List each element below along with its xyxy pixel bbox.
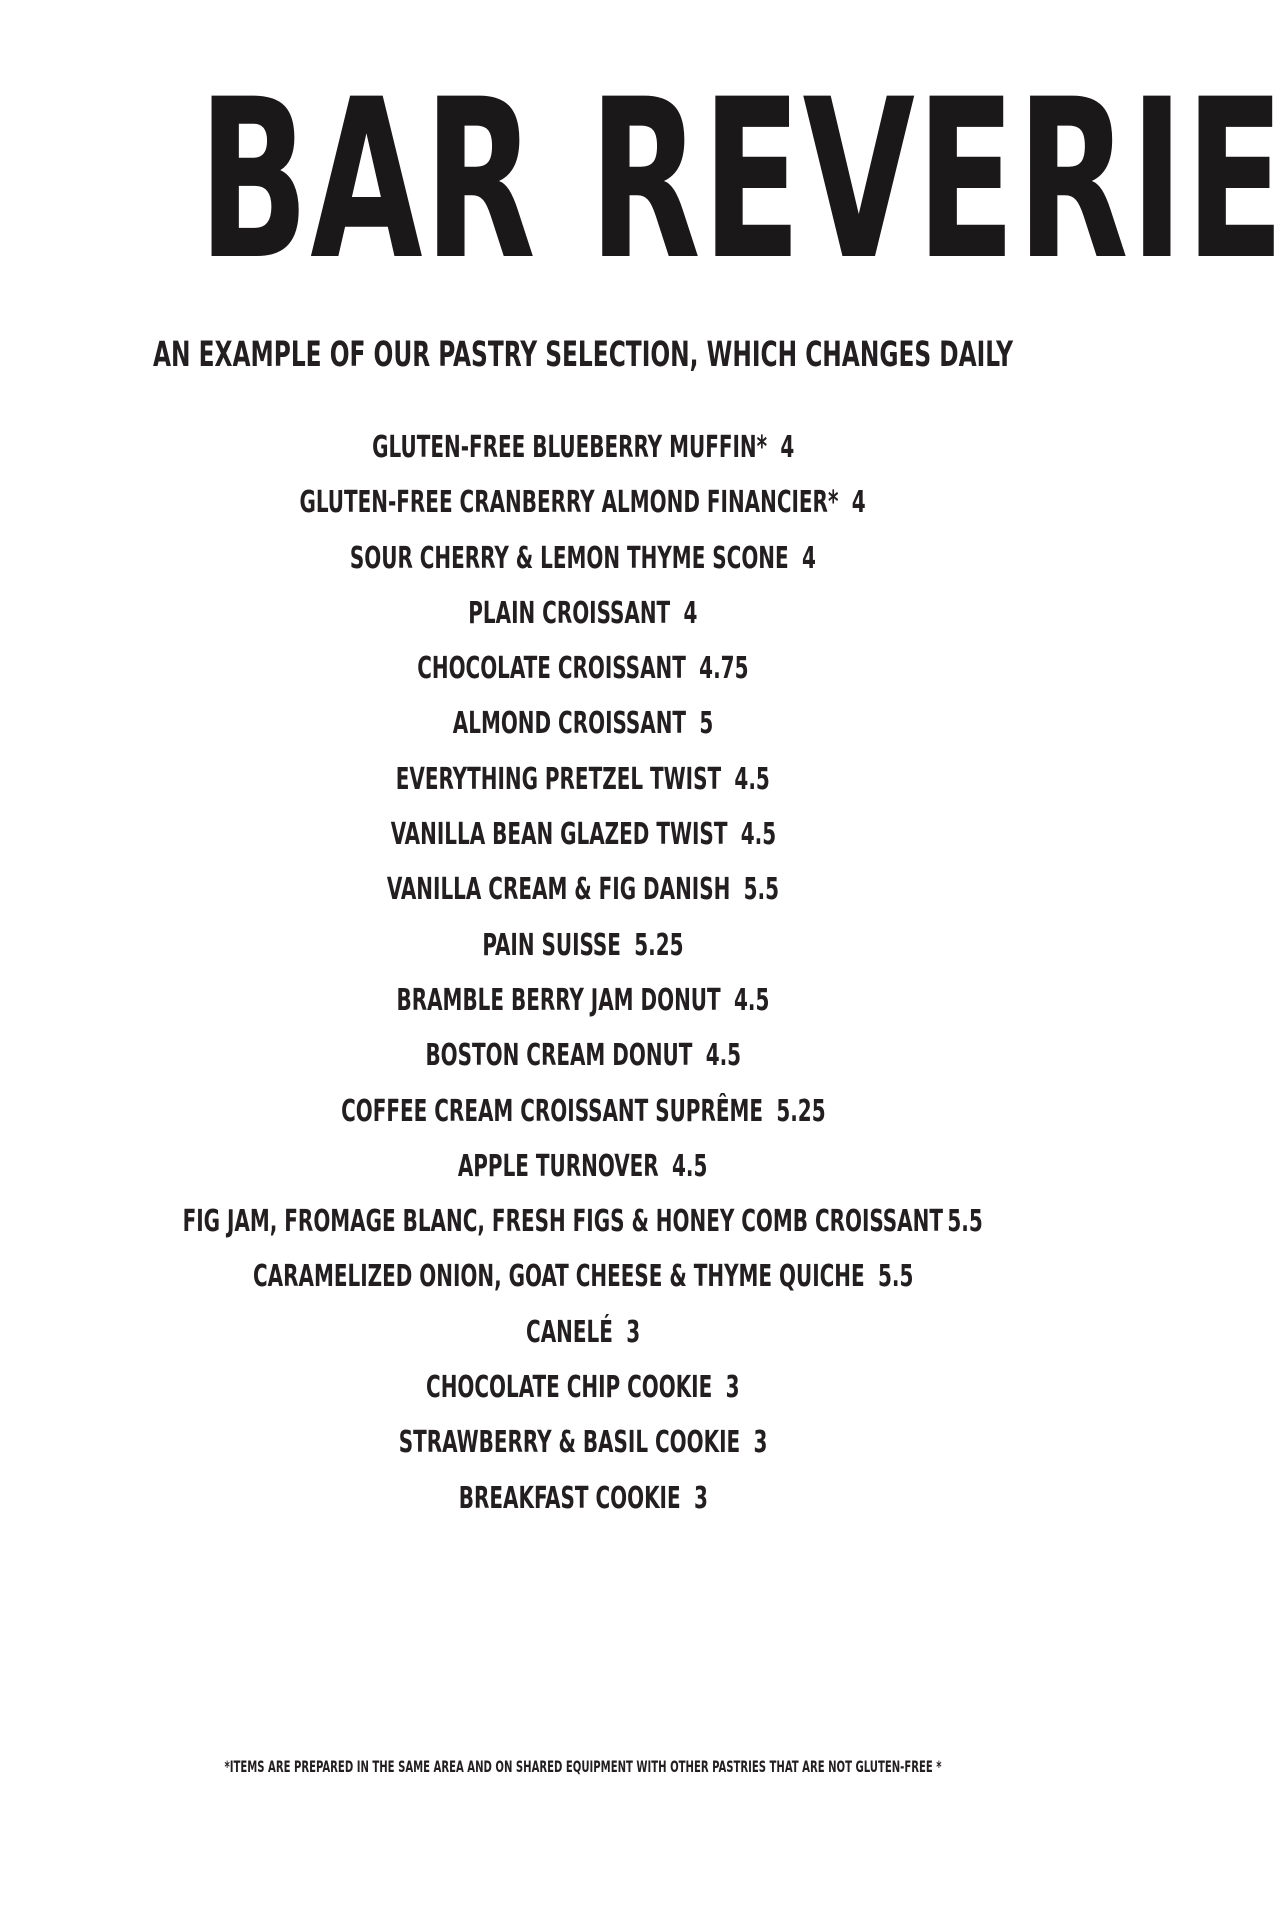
menu-item (0, 430, 1166, 485)
menu-item (0, 485, 1166, 540)
menu-item-name: VANILLA BEAN GLAZED TWIST (390, 817, 728, 853)
menu-item-name: PAIN SUISSE (482, 927, 621, 963)
menu-item-price: 5.25 (775, 1093, 826, 1129)
menu-item (0, 596, 1166, 651)
menu-item (0, 817, 1166, 872)
menu-item-price: 5.5 (743, 872, 780, 908)
menu-item-price: 5.5 (947, 1204, 984, 1240)
menu-item-name: CARAMELIZED ONION, GOAT CHEESE & THYME QUICHE (252, 1259, 865, 1295)
menu-item-price: 3 (626, 1314, 641, 1350)
menu-item-price: 5 (699, 706, 714, 742)
menu-item-name: CHOCOLATE CROISSANT (417, 651, 687, 687)
menu-item-name: VANILLA CREAM & FIG DANISH (386, 872, 731, 908)
menu-item (0, 1149, 1166, 1204)
menu-item-price: 4.5 (672, 1148, 708, 1184)
menu-item (0, 928, 1166, 983)
menu-item-name: SOUR CHERRY & LEMON THYME SCONE (349, 540, 789, 576)
menu-item-name: EVERYTHING PRETZEL TWIST (395, 761, 722, 797)
menu-item-name: BREAKFAST COOKIE (458, 1480, 681, 1516)
menu-item (0, 1259, 1166, 1314)
menu-item-price: 4.75 (699, 651, 749, 687)
menu-item (0, 1204, 1166, 1259)
menu-item (0, 651, 1166, 706)
menu-item-name: FIG JAM, FROMAGE BLANC, FRESH FIGS & HONEY COMB CROISSANT (182, 1204, 944, 1240)
menu-item-name: GLUTEN-FREE CRANBERRY ALMOND FINANCIER* (299, 485, 839, 521)
menu-item-price: 4.5 (740, 817, 776, 853)
menu-item-name: GLUTEN-FREE BLUEBERRY MUFFIN* (371, 430, 767, 465)
menu-item-name: CANELÉ (525, 1314, 613, 1350)
menu-item-price: 5.25 (634, 927, 684, 963)
menu-item (0, 872, 1166, 927)
menu-item-price: 4.5 (734, 761, 771, 797)
menu-item-name: BOSTON CREAM DONUT (425, 1038, 693, 1074)
menu-subtitle: AN EXAMPLE OF OUR PASTRY SELECTION, WHICH CHANGES DAILY (152, 335, 1013, 375)
menu-item (0, 1370, 1166, 1425)
menu-item (0, 1038, 1166, 1093)
menu-item-price: 4 (683, 595, 698, 631)
menu-item-price: 4 (852, 485, 867, 521)
menu-item (0, 1425, 1166, 1480)
allergen-footnote: *ITEMS ARE PREPARED IN THE SAME AREA AND ON SHARED EQUIPMENT WITH OTHER PASTRIES THAT ARE NOT GLUTEN-FREE * (224, 1757, 942, 1776)
menu-item-name: CHOCOLATE CHIP COOKIE (426, 1370, 713, 1406)
menu-item-price: 4 (780, 430, 795, 465)
menu-item-name: PLAIN CROISSANT (468, 595, 671, 631)
pastry-menu-list (0, 430, 1166, 1536)
menu-item (0, 1094, 1166, 1149)
menu-item (0, 706, 1166, 761)
menu-item-price: 3 (725, 1370, 740, 1406)
menu-item-name: APPLE TURNOVER (458, 1148, 660, 1184)
menu-item-price: 3 (693, 1480, 708, 1516)
restaurant-logo: BAR REVERIE (198, 52, 1286, 308)
menu-item-price: 5.5 (877, 1259, 914, 1295)
menu-item (0, 1315, 1166, 1370)
menu-item (0, 541, 1166, 596)
menu-item-name: STRAWBERRY & BASIL COOKIE (398, 1425, 741, 1461)
menu-item-price: 3 (753, 1425, 768, 1461)
menu-item (0, 1481, 1166, 1536)
menu-item (0, 762, 1166, 817)
menu-item (0, 983, 1166, 1038)
menu-item-price: 4.5 (734, 982, 770, 1018)
menu-item-price: 4 (802, 540, 817, 576)
menu-item-name: ALMOND CROISSANT (452, 706, 687, 742)
menu-item-name: BRAMBLE BERRY JAM DONUT (396, 982, 721, 1018)
menu-item-price: 4.5 (705, 1038, 741, 1074)
menu-item-name: COFFEE CREAM CROISSANT SUPRÊME (340, 1093, 763, 1129)
